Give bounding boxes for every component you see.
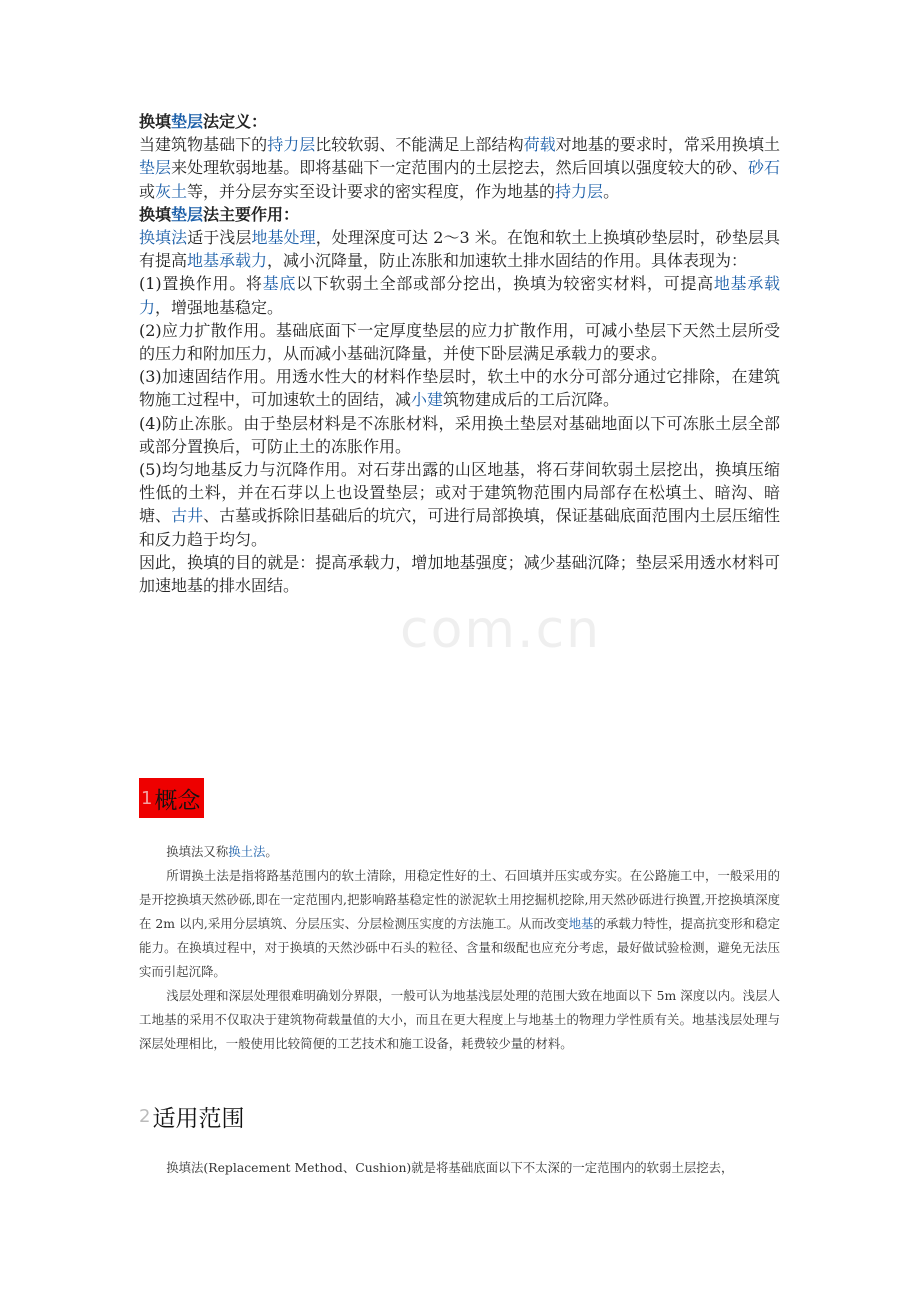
link-diji[interactable]: 地基 <box>568 916 594 931</box>
section-1-body <box>139 840 780 1056</box>
list-item-5: (5)均匀地基反力与沉降作用。对石芽出露的山区地基，将石芽间软弱土层挖出，换填压缩性低的土料，并在石芽以上也设置垫层；或对于建筑物范围内局部存在松填土、暗沟、暗塘、古井、古墓或拆除旧基础后的坑穴，可进行局部换填，保证基础底面范围内土层压缩性和反力趋于均匀。 <box>139 460 780 549</box>
link-chilieceng-2[interactable]: 持力层 <box>555 181 604 201</box>
link-huantianfa[interactable]: 换填法 <box>139 228 188 248</box>
list-item-2: (2)应力扩散作用。基础底面下一定厚度垫层的应力扩散作用，可减小垫层下天然土层所受的压力和附加压力，从而减小基础沉降量，并使下卧层满足承载力的要求。 <box>139 320 780 364</box>
function-heading: 换填垫层法主要作用： <box>139 204 300 224</box>
link-dijichuli[interactable]: 地基处理 <box>251 228 316 248</box>
section-2-number: 2 <box>139 1106 151 1127</box>
section-1-title: 概念 <box>154 787 201 814</box>
section-2-body <box>139 1156 780 1180</box>
definition-paragraph: 当建筑物基础下的持力层比较软弱、不能满足上部结构荷载对地基的要求时，常采用换填土垫层来处理软弱地基。即将基础下一定范围内的土层挖去，然后回填以强度较大的砂、砂石或灰土等，并分层夯实至设计要求的密实程度，作为地基的持力层。 <box>139 135 780 201</box>
conclusion-paragraph: 因此，换填的目的就是：提高承载力，增加地基强度；减少基础沉降；垫层采用透水材料可加速地基的排水固结。 <box>139 552 780 596</box>
link-dianceng[interactable]: 垫层 <box>171 112 204 131</box>
section-1-heading <box>139 778 204 818</box>
link-dijichengzaili[interactable]: 地基承载力 <box>187 251 268 271</box>
section-1-paragraph-2: 所谓换土法是指将路基范围内的软土清除，用稳定性好的土、石回填并压实或夯实。在公路施工中，一般采用的是开挖换填天然砂砾,即在一定范围内,把影响路基稳定性的淤泥软土用挖掘机挖除,用天然砂砾进行换置,开挖换填深度在 2m 以内,采用分层填筑、分层压实、分层检测压实度的方法施工。从而改变地基的承载力特性，提高抗变形和稳定能力。在换填过程中，对于换填的天然沙砾中石头的粒径、含量和级配也应充分考虑，最好做试验检测，避免无法压实而引起沉降。 <box>139 868 781 979</box>
link-hezai[interactable]: 荷载 <box>523 135 556 155</box>
link-dianceng-3[interactable]: 垫层 <box>171 204 204 224</box>
link-gujing[interactable]: 古井 <box>171 506 204 526</box>
link-huantufa[interactable]: 换土法 <box>228 844 266 859</box>
link-shashi[interactable]: 砂石 <box>747 158 780 178</box>
list-item-1: (1)置换作用。将基底以下软弱土全部或部分挖出，换填为较密实材料，可提高地基承载力，增强地基稳定。 <box>139 274 780 317</box>
definition-heading: 换填垫层法定义： <box>139 112 268 131</box>
watermark: com.cn <box>400 600 602 660</box>
section-1-number: 1 <box>141 787 153 809</box>
section-2-heading <box>139 1100 244 1133</box>
section-1-paragraph-3: 浅层处理和深层处理很难明确划分界限，一般可认为地基浅层处理的范围大致在地面以下 5m 深度以内。浅层人工地基的采用不仅取决于建筑物荷载量值的大小，而且在更大程度上与地基土的物理力学性质有关。地基浅层处理与深层处理相比，一般使用比较简便的工艺技术和施工设备，耗费较少量的材料。 <box>139 988 780 1051</box>
list-item-3: (3)加速固结作用。用透水性大的材料作垫层时，软土中的水分可部分通过它排除，在建筑物施工过程中，可加速软土的固结，减小建筑物建成后的工后沉降。 <box>139 367 780 410</box>
section-2-paragraph-1: 换填法(Replacement Method、Cushion)就是将基础底面以下不太深的一定范围内的软弱土层挖去， <box>166 1160 734 1175</box>
link-dianceng-2[interactable]: 垫层 <box>139 158 172 178</box>
link-jidi[interactable]: 基底 <box>262 274 297 294</box>
link-dijichengzaili-2[interactable]: 地基承载力 <box>139 274 780 317</box>
section-2-title: 适用范围 <box>152 1106 245 1132</box>
link-huitu[interactable]: 灰土 <box>155 181 188 201</box>
main-text <box>139 110 780 597</box>
link-xiaojian[interactable]: 小建 <box>411 390 444 410</box>
function-paragraph: 换填法适于浅层地基处理，处理深度可达 2～3 米。在饱和软土上换填砂垫层时，砂垫层具有提高地基承载力，减小沉降量，防止冻胀和加速软土排水固结的作用。具体表现为： <box>139 228 780 271</box>
section-1-paragraph-1: 换填法又称换土法。 <box>166 844 278 859</box>
list-item-4: (4)防止冻胀。由于垫层材料是不冻胀材料，采用换土垫层对基础地面以下可冻胀土层全部或部分置换后，可防止土的冻胀作用。 <box>139 413 780 456</box>
link-chilieceng[interactable]: 持力层 <box>267 135 316 155</box>
